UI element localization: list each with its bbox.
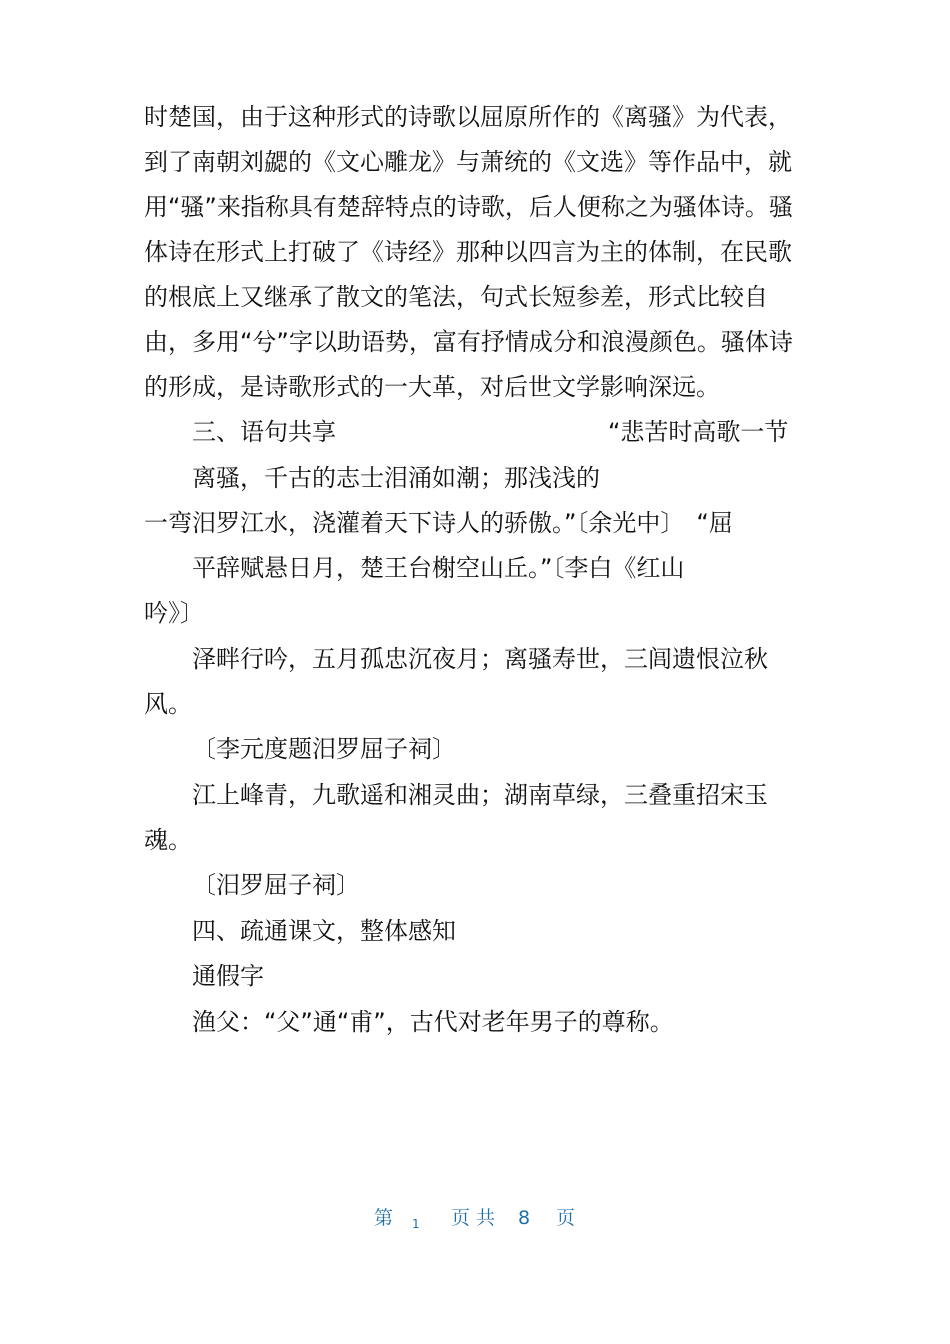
couplet-2-source: 〔汨罗屈子祠〕 <box>192 871 360 899</box>
couplet-1-source: 〔李元度题汨罗屈子祠〕 <box>192 735 456 763</box>
footer-page-number: 1 <box>412 1217 420 1231</box>
paragraph-line-7: 的形成，是诗歌形式的一大革，对后世文学影响深远。 <box>144 373 720 401</box>
subheading-tongjiazi: 通假字 <box>192 962 264 990</box>
paragraph-line-5: 的根底上又继承了散文的笔法，句式长短参差，形式比较自 <box>144 283 768 311</box>
paragraph-line-2: 到了南朝刘勰的《文心雕龙》与萧统的《文选》等作品中，就 <box>144 148 792 176</box>
section-3-heading: 三、语句共享 <box>192 418 336 446</box>
couplet-2-line-1: 江上峰青，九歌遥和湘灵曲；湖南草绿，三叠重招宋玉 <box>192 781 768 809</box>
footer-total-pages: 8 <box>518 1207 531 1229</box>
paragraph-line-6: 由，多用“兮”字以助语势，富有抒情成分和浪漫颜色。骚体诗 <box>144 328 793 356</box>
quote-2-line-1: 平辞赋悬日月，楚王台榭空山丘。”〔李白《红山 <box>192 554 685 582</box>
couplet-2-line-2: 魂。 <box>144 826 192 854</box>
paragraph-line-4: 体诗在形式上打破了《诗经》那种以四言为主的体制，在民歌 <box>144 238 792 266</box>
paragraph-line-3: 用“骚”来指称具有楚辞特点的诗歌，后人便称之为骚体诗。骚 <box>144 193 793 221</box>
couplet-1-line-1: 泽畔行吟，五月孤忠沉夜月；离骚寿世，三闾遗恨泣秋 <box>192 645 768 673</box>
note-line: 渔父：“父”通“甫”，古代对老年男子的尊称。 <box>192 1008 674 1036</box>
paragraph-line-1: 时楚国，由于这种形式的诗歌以屈原所作的《离骚》为代表， <box>144 103 792 131</box>
quote-1-start: “悲苦时高歌一节 <box>608 418 789 446</box>
quote-1-line-3: 一弯汨罗江水，浇灌着天下诗人的骄傲。”〔余光中〕 “屈 <box>144 509 733 537</box>
quote-2-line-2: 吟》〕 <box>144 599 204 627</box>
quote-1-line-2: 离骚，千古的志士泪涌如潮；那浅浅的 <box>192 464 600 492</box>
section-4-heading: 四、疏通课文，整体感知 <box>192 917 456 945</box>
couplet-1-line-2: 风。 <box>144 690 192 718</box>
footer-page-suffix: 页 <box>556 1207 576 1229</box>
footer-page-label: 第 <box>374 1207 394 1229</box>
footer-total-label: 页 共 <box>451 1207 496 1229</box>
